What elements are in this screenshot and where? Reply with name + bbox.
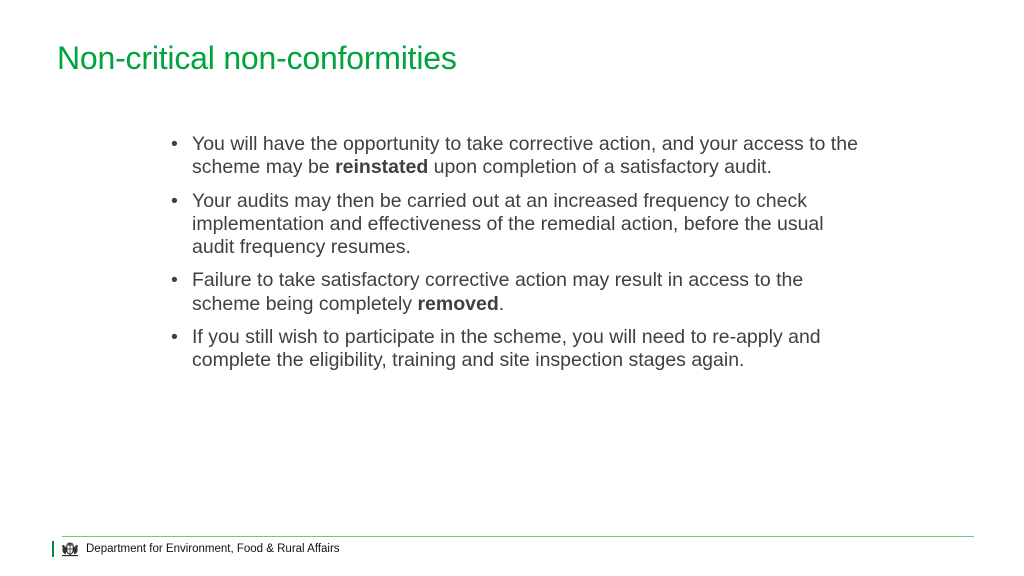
slide-title: Non-critical non-conformities: [57, 40, 457, 76]
bullet-text: Failure to take satisfactory corrective action may result in access to the scheme being completely: [192, 269, 804, 315]
bullet-icon: •: [171, 326, 178, 349]
royal-crest-icon: [60, 541, 80, 557]
bullet-icon: •: [171, 269, 178, 292]
bullet-text: If you still wish to participate in the scheme, you will need to re-apply and complete the eligibility, training and site inspection stages again.: [192, 326, 821, 372]
bullet-text-end: .: [498, 292, 505, 315]
list-item: [170, 133, 870, 180]
bullet-text: You will have the opportunity to take corrective action, and your access to the scheme may be: [192, 133, 858, 179]
bullet-emphasis: reinstated: [335, 156, 429, 179]
bullet-icon: •: [171, 133, 178, 155]
list-item: [170, 326, 870, 373]
bullet-emphasis: removed: [417, 292, 499, 315]
bullet-icon: •: [171, 189, 178, 212]
bullet-list: [170, 133, 870, 383]
list-item: [170, 190, 870, 260]
department-name: Department for Environment, Food & Rural Affairs: [86, 543, 340, 555]
bullet-text: Your audits may then be carried out at an increased frequency to check implementation and effectiveness of the remedial action, before the usual audit frequency resumes.: [192, 189, 824, 259]
list-item: [170, 269, 870, 316]
bullet-text-end: upon completion of a satisfactory audit.: [428, 156, 772, 179]
footer: [52, 540, 340, 558]
footer-divider: [62, 536, 974, 537]
footer-accent-bar: [52, 541, 54, 557]
